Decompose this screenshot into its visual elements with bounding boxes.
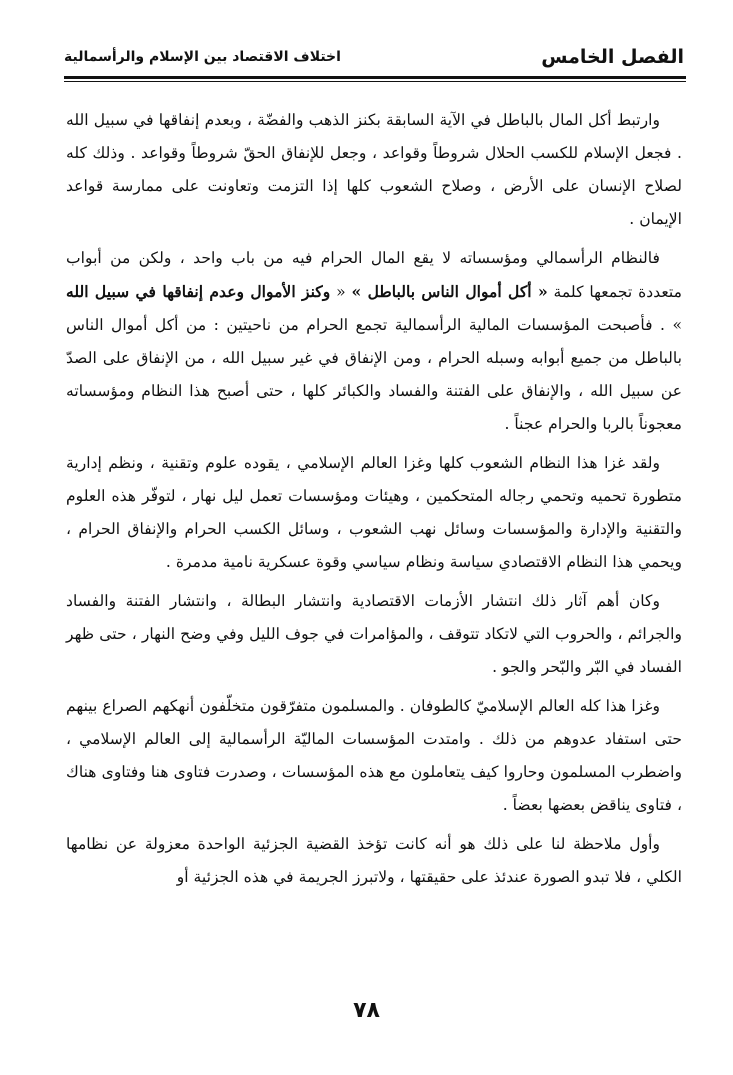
paragraph-2 xyxy=(66,242,682,441)
running-header xyxy=(64,42,684,76)
paragraph-2-bold-phrase-2: وكنز الأموال وعدم إنفاقها في سبيل الله xyxy=(66,282,331,301)
paragraph-3: ولقد غزا هذا النظام الشعوب كلها وغزا العالم الإسلامي ، يقوده علوم وتقنية ، ونظم إدارية متطورة تحميه وتحمي رجاله المتحكمين ، وهيئات ومؤسسات تعمل ليل نهار ، لتوفّر هذه العلوم والتقنية والإدارة والمؤسسات وسائل نهب الشعوب ، وسائل الكسب الحرام والإنفاق الحرام ، ويحمي هذا النظام الاقتصادي سياسة ونظام سياسي وقوة عسكرية نامية مدمرة . xyxy=(66,454,682,571)
page-number: ٧٨ xyxy=(353,998,380,1023)
paragraph-2-text-start: فالنظام الرأسمالي ومؤسساته لا يقع المال الحرام فيه من باب واحد ، ولكن من أبواب متعددة تجمعها كلمة xyxy=(66,249,682,301)
chapter-title: الفصل الخامس xyxy=(541,46,684,68)
book-title: اختلاف الاقتصاد بين الإسلام والرأسمالية xyxy=(64,49,341,65)
paragraph-2-quote-mark: « xyxy=(330,283,352,301)
paragraph-6: وأول ملاحظة لنا على ذلك هو أنه كانت تؤخذ القضية الجزئية الواحدة معزولة عن نظامها الكلي ، فلا تبدو الصورة عندئذ على حقيقتها ، ولاتبرز الجريمة في هذه الجزئية أو xyxy=(66,835,682,886)
paragraph-1: وارتبط أكل المال بالباطل في الآية السابقة بكنز الذهب والفضّة ، وبعدم إنفاقها في سبيل الله . فجعل الإسلام للكسب الحلال شروطاً وقواعد ، وجعل للإنفاق الحقّ شروطاً وقواعد . وذلك كله لصلاح الإنسان على الأرض ، وصلاح الشعوب كلها إذا التزمت وتعاونت على ممارسة قواعد الإيمان . xyxy=(66,111,682,228)
paragraph-2-bold-phrase-1: « أكل أموال الناس بالباطل » xyxy=(351,282,548,301)
header-rule-thin xyxy=(64,81,686,82)
paragraph-2-text-end: » . فأصبحت المؤسسات المالية الرأسمالية تجمع الحرام من ناحيتين : من أكل أموال الناس بالباطل من جميع أبوابه وسبله الحرام ، ومن الإنفاق في غير سبيل الله ، من الإنفاق على الصدّ عن سبيل الله ، والإنفاق على الفتنة والفساد والكبائر كلها ، حتى أصبح هذا النظام ومؤسساته معجوناً بالربا والحرام عجناً . xyxy=(66,316,682,433)
header-rule-thick xyxy=(64,76,686,79)
paragraph-5: وغزا هذا كله العالم الإسلاميّ كالطوفان . والمسلمون متفرّقون متخلّفون أنهكهم الصراع بينهم حتى استفاد عدوهم من ذلك . وامتدت المؤسسات الماليّة الرأسمالية إلى العالم الإسلامي ، واضطرب المسلمون وحاروا كيف يتعاملون مع هذه المؤسسات ، وصدرت فتاوى هنا وفتاوى هناك ، فتاوى يناقض بعضها بعضاً . xyxy=(66,697,682,814)
body-text xyxy=(66,104,682,900)
paragraph-4: وكان أهم آثار ذلك انتشار الأزمات الاقتصادية وانتشار البطالة ، وانتشار الفتنة والفساد والجرائم ، والحروب التي لاتكاد تتوقف ، والمؤامرات في جوف الليل وفي وضح النهار ، حتى ظهر الفساد في البّر والبّحر والجو . xyxy=(66,592,682,676)
